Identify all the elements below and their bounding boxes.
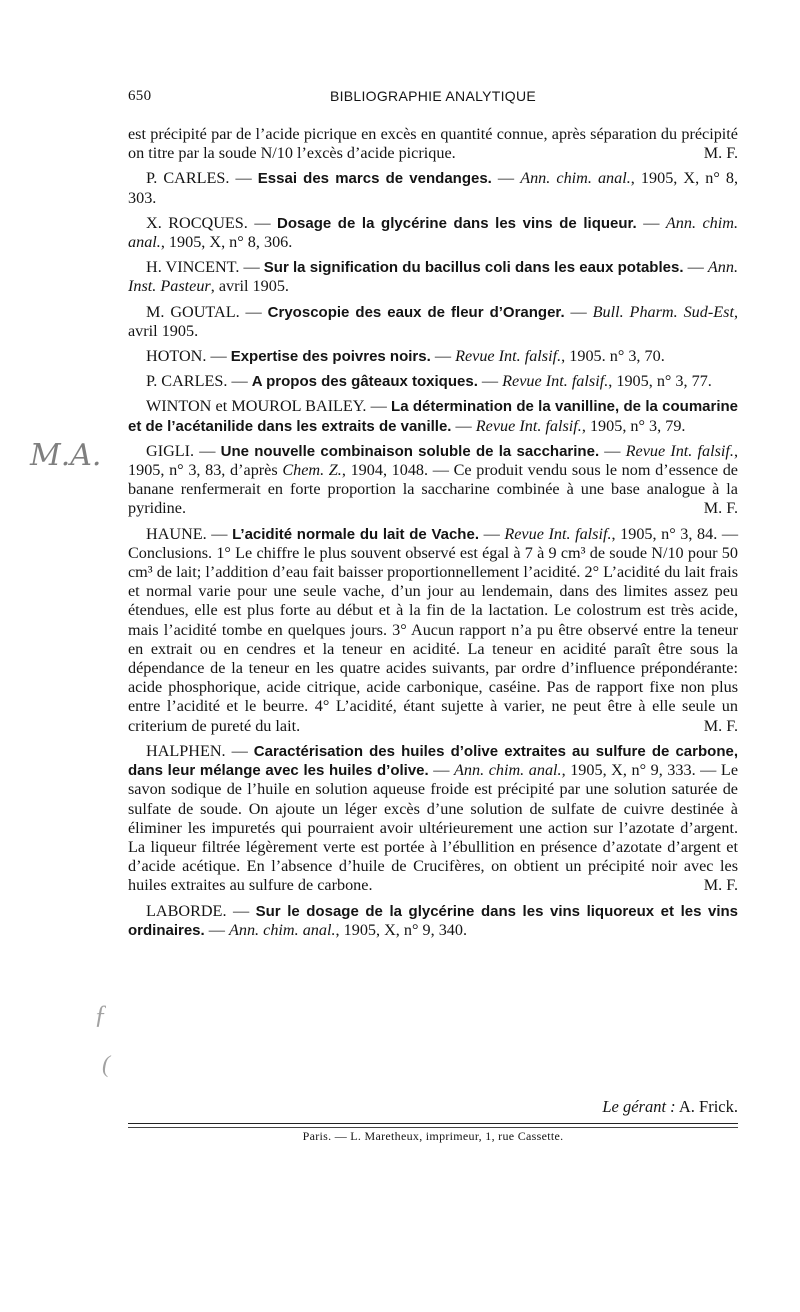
entry-title: Expertise des poivres noirs.: [230, 348, 431, 366]
entry-journal: Ann. chim. anal.: [454, 761, 562, 780]
entry-reference: , 1905, n° 3, 77.: [608, 372, 712, 391]
entry-author: H. VINCENT. —: [146, 258, 260, 277]
page-header: [128, 88, 738, 110]
entry-title: Sur le dosage de la glycérine dans les vins liquoreux et les vins ordinaires.: [128, 902, 739, 939]
entry-title: Caractérisation des huiles d’olive extraites au sulfure de carbone, dans leur mélange avec les huiles d’olive.: [128, 742, 738, 780]
entry-journal: Ann. chim. anal.: [228, 920, 336, 939]
margin-pencil-mark: (: [102, 1052, 110, 1078]
gerant-label: Le gérant :: [602, 1097, 676, 1116]
entry-author: HOTON. —: [146, 347, 227, 366]
running-title: BIBLIOGRAPHIE ANALYTIQUE: [329, 88, 537, 104]
entry-signature: M. F.: [703, 144, 738, 163]
bibliography-entry: HOTON. — Expertise des poivres noirs. — Revue Int. falsif., 1905. n° 3, 70.: [146, 347, 665, 366]
entry-reference: , 1905, X, n° 9, 340.: [335, 920, 468, 939]
bibliography-entry: WINTON et MOUROL BAILEY. — La détermination de la vanilline, de la coumarine et de l’acétanilide dans les extraits de vanille. — Revue Int. falsif., 1905, n° 3, 79.: [128, 397, 739, 435]
printer-imprint: Paris. — L. Maretheux, imprimeur, 1, rue Cassette.: [302, 1129, 564, 1143]
entry-signature: M. F.: [703, 499, 738, 518]
entry-author: X. ROCQUES. —: [146, 213, 271, 232]
entry-reference: , avril 1905.: [128, 302, 738, 340]
entry-title: Sur la signification du bacillus coli dans les eaux potables.: [263, 259, 684, 277]
entry-author: HAUNE. —: [146, 524, 228, 543]
entry-reference: , 1905. n° 3, 70.: [561, 347, 665, 366]
handwritten-margin-note: M.A.: [30, 438, 102, 473]
entry-abstract: — Le savon sodique de l’huile en solution aqueuse froide est précipité par une solution saturée de sulfate de soude. On ajoute un léger excès d’une solution de sulfate de cuivre destinée à éliminer les impuretés qui pourraient avoir ultérieurement une action sur l’azotate d’argent. La liqueur filtrée légèrement verte est portée à l’ébullition en présence d’azotate d’argent et d’acide acétique. En l’absence d’huile de Crucifères, on obtient un précipité noir avec les huiles extraites au sulfure de carbone.: [128, 761, 738, 895]
bibliography-entry: P. CARLES. — A propos des gâteaux toxiques. — Revue Int. falsif., 1905, n° 3, 77.: [146, 372, 712, 391]
entry-author: LABORDE. —: [146, 901, 250, 920]
entry-author: GIGLI. —: [146, 441, 216, 460]
entry-author: P. CARLES. —: [146, 169, 252, 188]
page-number: 650: [128, 88, 152, 104]
bibliography-entry: X. ROCQUES. — Dosage de la glycérine dans les vins de liqueur. — Ann. chim. anal., 1905, X, n° 8, 306.: [128, 213, 739, 252]
entry-abstract: , 1904, 1048. — Ce produit vendu sous le nom d’essence de banane renfermerait en forte proportion la saccharine combinée à une base analogue à la pyridine.: [128, 461, 738, 518]
entry-reference: , 1905, X, n° 8, 306.: [160, 233, 293, 252]
entry-reference: , 1905, X, n° 8, 303.: [128, 169, 739, 207]
entry-author: WINTON et MOUROL BAILEY. —: [146, 397, 387, 416]
entry-reference: , 1905, n° 3, 83, d’après: [128, 441, 738, 480]
entry-reference: , 1905, n° 3, 84.: [611, 524, 718, 543]
entry-journal: Revue Int. falsif.: [455, 347, 562, 366]
footer-rule-thin: [128, 1127, 738, 1128]
bibliography-entry: P. CARLES. — Essai des marcs de vendanges. — Ann. chim. anal., 1905, X, n° 8, 303.: [128, 169, 739, 207]
entry-reference: , avril 1905.: [210, 277, 289, 296]
bibliography-entry: GIGLI. — Une nouvelle combinaison soluble de la saccharine. — Revue Int. falsif., 1905, n° 3, 83, d’après Chem. Z., 1904, 1048. — Ce produit vendu sous le nom d’essence de banane renfermerait en forte proportion la saccharine combinée à une base analogue à la pyridine. M. F.: [128, 441, 738, 518]
entry-title: Cryoscopie des eaux de fleur d’Oranger.: [267, 303, 565, 321]
entry-continuation: [128, 125, 738, 163]
bibliography-body: [128, 125, 738, 946]
footer-rule: [128, 1123, 738, 1124]
entry-reference: , 1905, X, n° 9, 333.: [561, 761, 696, 780]
bibliography-entry: M. GOUTAL. — Cryoscopie des eaux de fleur d’Oranger. — Bull. Pharm. Sud-Est, avril 1905.: [128, 302, 738, 340]
entry-text: est précipité par de l’acide picrique en excès en quantité connue, après séparation du précipité on titre par la soude N/10 l’excès d’acide picrique.: [128, 125, 738, 163]
entry-signature: M. F.: [703, 716, 738, 735]
publisher-signature: [128, 1097, 738, 1117]
bibliography-entry: H. VINCENT. — Sur la signification du bacillus coli dans les eaux potables. — Ann. Inst. Pasteur, avril 1905.: [128, 258, 738, 296]
entry-reference: , 1905, n° 3, 79.: [581, 416, 686, 435]
entry-journal: Bull. Pharm. Sud-Est: [592, 302, 734, 321]
bibliography-entry: HALPHEN. — Caractérisation des huiles d’olive extraites au sulfure de carbone, dans leur mélange avec les huiles d’olive. — Ann. chim. anal., 1905, X, n° 9, 333. — Le savon sodique de l’huile en solution aqueuse froide est précipité par une solution saturée de sulfate de soude. On ajoute un léger excès d’une solution de sulfate de cuivre destinée à éliminer les impuretés qui pourraient avoir ultérieurement une action sur l’azotate d’argent. La liqueur filtrée légèrement verte est portée à l’ébullition en présence d’azotate d’argent et d’acide acétique. En l’absence d’huile de Crucifères, on obtient un précipité noir avec les huiles extraites au sulfure de carbone. M. F.: [128, 741, 738, 895]
entry-abstract: — Conclusions. 1° Le chiffre le plus souvent observé est égal à 7 à 9 cm³ de soude N/10 pour 50 cm³ de lait; l’addition d’eau fait baisser proportionnellement l’acidité. 2° L’acidité du lait frais et normal varie pour une seule vache, d’un jour au lendemain, dans des limites assez peu étendues, elle est plus forte au début et à la fin de la lactation. Le colostrum est très acide, mais l’acidité tombe en quelques jours. 3° Aucun rapport n’a pu être observé entre la teneur en extrait ou en cendres et la teneur en acidité. La teneur en acidité paraît être sous la dépendance de la teneur en les quatre acides suivants, par ordre d’influence prépondérante: acide phosphorique, acide citrique, acide carbonique, caséine. Pas de rapport fixe non plus entre l’acidité et le beurre. 4° L’acidité, étant sujette à varier, ne peut être à elle seule un criterium de pureté du lait.: [128, 524, 739, 735]
entry-title: Essai des marcs de vendanges.: [257, 170, 492, 188]
entry-source-journal: Chem. Z.: [282, 461, 342, 480]
entry-title: Une nouvelle combinaison soluble de la saccharine.: [220, 442, 600, 460]
entry-title: A propos des gâteaux toxiques.: [251, 373, 478, 391]
entry-journal: Revue Int. falsif.: [504, 524, 612, 543]
entry-journal: Revue Int. falsif.: [625, 441, 734, 460]
entry-journal: Ann. chim. anal.: [520, 169, 631, 188]
entry-journal: Revue Int. falsif.: [475, 416, 582, 435]
bibliography-entry: LABORDE. — Sur le dosage de la glycérine dans les vins liquoreux et les vins ordinaires. — Ann. chim. anal., 1905, X, n° 9, 340.: [128, 901, 739, 939]
entry-author: P. CARLES. —: [146, 372, 248, 391]
bibliography-entry: HAUNE. — L’acidité normale du lait de Vache. — Revue Int. falsif., 1905, n° 3, 84. — Conclusions. 1° Le chiffre le plus souvent observé est égal à 7 à 9 cm³ de soude N/10 pour 50 cm³ de lait; l’addition d’eau fait baisser proportionnellement l’acidité. 2° L’acidité du lait frais et normal varie pour une seule vache, d’un jour au lendemain, dans des limites assez peu étendues, elle est plus forte au début et à la fin de la lactation. Le colostrum est très acide, mais l’acidité tombe en quelques jours. 3° Aucun rapport n’a pu être observé entre la teneur en extrait ou en cendres et la teneur en acidité. La teneur en acidité paraît être sous la dépendance de la teneur en les quatre acides suivants, par ordre d’influence prépondérante: acide phosphorique, acide citrique, acide carbonique, caséine. Pas de rapport fixe non plus entre l’acidité et le beurre. 4° L’acidité, étant sujette à varier, ne peut être à elle seule un criterium de pureté du lait. M. F.: [128, 524, 739, 735]
entry-author: M. GOUTAL. —: [146, 302, 262, 321]
entry-journal: Ann. Inst. Pasteur: [128, 258, 738, 296]
entry-title: La détermination de la vanilline, de la coumarine et de l’acétanilide dans les extraits de vanille.: [128, 398, 739, 435]
entry-journal: Ann. chim. anal.: [128, 213, 739, 252]
margin-pencil-mark: ƒ: [94, 1000, 107, 1029]
entry-title: Dosage de la glycérine dans les vins de liqueur.: [277, 214, 637, 232]
entry-title: L’acidité normale du lait de Vache.: [232, 525, 479, 543]
entry-journal: Revue Int. falsif.: [502, 372, 609, 391]
entry-signature: M. F.: [703, 876, 738, 895]
entry-author: HALPHEN. —: [146, 741, 248, 760]
gerant-name: A. Frick.: [678, 1097, 738, 1116]
